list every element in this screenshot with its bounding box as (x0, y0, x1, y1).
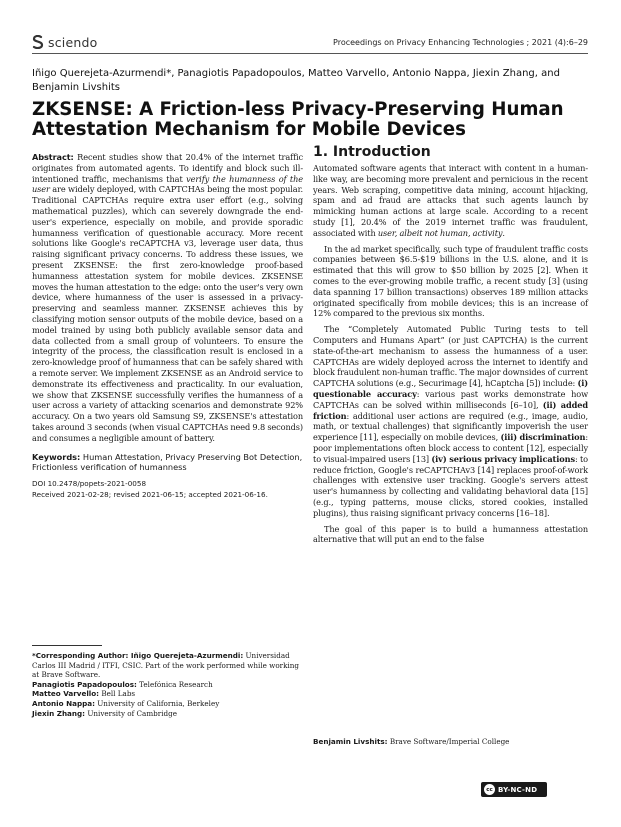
right-footnote: Benjamin Livshits: Brave Software/Imperial College (313, 737, 510, 746)
journal-citation: Proceedings on Privacy Enhancing Technologies ; 2021 (4):6–29 (333, 37, 588, 47)
brand-name: sciendo (48, 34, 98, 50)
intro-paragraph: The goal of this paper is to build a humanness attestation alternative that will put an end to the false (313, 523, 588, 545)
header-divider (32, 53, 588, 54)
affiliation-line: Jiexin Zhang: University of Cambridge (32, 708, 177, 718)
paper-title: ZKSENSE: A Friction-less Privacy-Preserving Human Attestation Mechanism for Mobile Devices (32, 99, 564, 140)
page-header (32, 32, 588, 52)
right-column (313, 143, 588, 550)
intro-paragraph: In the ad market specifically, such type of fraudulent traffic costs companies between $6.5-$19 billions in the U.S. alone, and it is estimated that this will grow to $50 billion by 2025 [2]. When it comes to the ever-growing mobile traffic, a recent study [3] (using data spanning 17 billion transactions) observes 189 million attacks originated specifically from mobile devices; this is an increase of 12% compared to the previous six months. (313, 243, 588, 319)
affiliation-line: Matteo Varvello: Bell Labs (32, 689, 136, 699)
doi-link[interactable]: DOI 10.2478/popets-2021-0058 (32, 479, 147, 489)
affiliation-line: *Corresponding Author: Iñigo Querejeta-Azurmendi: Universidad Carlos III Madrid / ITFI, CSIC. Part of the work performed while working at Brave Software. (32, 651, 299, 680)
abstract (32, 152, 303, 444)
abstract-text-2: are widely deployed, with CAPTCHAs being the most popular. Traditional CAPTCHAs require extra user effort (e.g., solving mathematical puzzles), which can severely downgrade the end-user's experience, especially on mobile, and provide sporadic humanness verification of questionable accuracy. More recent solutions like Google's reCAPTCHA v3, leverage user data, thus raising significant privacy concerns. To address these issues, we present ZKSENSE: the first zero-knowledge proof-based humanness attestation system for mobile devices. ZKSENSE moves the human attestation to the edge: onto the user's very own device, where humanness of the user is assessed in a privacy-preserving and seamless manner. ZKSENSE achieves this by classifying motion sensor outputs of the mobile device, based on a model trained by using both publicly available sensor data and data collected from a small group of volunteers. To ensure the integrity of the process, the classification result is enclosed in a zero-knowledge proof of humanness that can be safely shared with a remote server. We implement ZKSENSE as an Android service to demonstrate its effectiveness and practicality. In our evaluation, we show that ZKSENSE successfully verifies the humanness of a user across a variety of attacking scenarios and demonstrate 92% accuracy. On a two years old Samsung S9, ZKSENSE's attestation takes around 3 seconds (when visual CAPTCHAs need 9.8 seconds) and consumes a negligible amount of battery. (32, 184, 303, 443)
abstract-text-1: Recent studies show that 20.4% of the internet traffic originates from automated agents. To identify and block such ill-intentioned traffic, mechanisms that (32, 152, 303, 184)
intro-paragraph: Automated software agents that interact with content in a human-like way, are becoming more prevalent and pernicious in the recent years. Web scraping, competitive data mining, account hijacking, spam and ad fraud are attacks that such agents launch by mimicking human actions at large scale. According to a recent study [1], 20.4% of the 2019 internet traffic was fraudulent, associated with user, albeit not human, activity. (313, 163, 588, 238)
affiliation-line: Panagiotis Papadopoulos: Telefónica Research (32, 679, 213, 689)
intro-paragraph: The “Completely Automated Public Turing tests to tell Computers and Humans Apart” (or just CAPTCHA) is the current state-of-the-art mechanism to assess the humanness of a user. CAPTCHAs are widely deployed across the internet to identify and block fraudulent non-human traffic. The major downsides of current CAPTCHA solutions (e.g., Securimage [4], hCaptcha [5]) include: (i) questionable accuracy: various past works demonstrate how CAPTCHAs can be solved within milliseconds [6–10], (ii) added friction: additional user actions are required (e.g., image, audio, math, or textual challenges) that significantly impoverish the user experience [11], especially on mobile devices, (iii) discrimination: poor implementations often block access to content [12], especially to visual-impaired users [13] (iv) serious privacy implications: to reduce friction, Google's reCAPTCHAv3 [14] replaces proof-of-work challenges with extensive user tracking. Google's servers attest user's humanness by collecting and validating behavioral data [15] (e.g., typing patterns, mouse clicks, stored cookies, installed plugins), thus raising significant privacy concerns [16–18]. (313, 324, 588, 518)
abstract-label: Abstract: (32, 152, 74, 162)
affiliation-line: Antonio Nappa: University of California, Berkeley (32, 698, 220, 708)
received-dates: Received 2021-02-28; revised 2021-06-15; accepted 2021-06-16. (32, 490, 268, 500)
keywords-label: Keywords: (32, 451, 81, 462)
footnote-divider (32, 645, 102, 646)
creative-commons-icon: cc (484, 784, 495, 795)
license-label: BY-NC-ND (498, 785, 538, 794)
abstract-emphasis: verify the humanness of the user (32, 173, 304, 195)
publisher-brand (32, 35, 97, 50)
sciendo-logo-icon (32, 35, 44, 49)
keywords (32, 452, 303, 474)
left-column (32, 152, 303, 500)
keywords-text: Human Attestation, Privacy Preserving Bot Detection, Frictionless verification of humanness (32, 451, 303, 473)
author-affiliations (32, 651, 303, 718)
section-heading: 1. Introduction (313, 144, 431, 160)
cc-license-badge[interactable] (481, 782, 547, 797)
author-list: Iñigo Querejeta-Azurmendi*, Panagiotis Papadopoulos, Matteo Varvello, Antonio Nappa, Jiexin Zhang, and Benjamin Livshits (32, 68, 560, 93)
